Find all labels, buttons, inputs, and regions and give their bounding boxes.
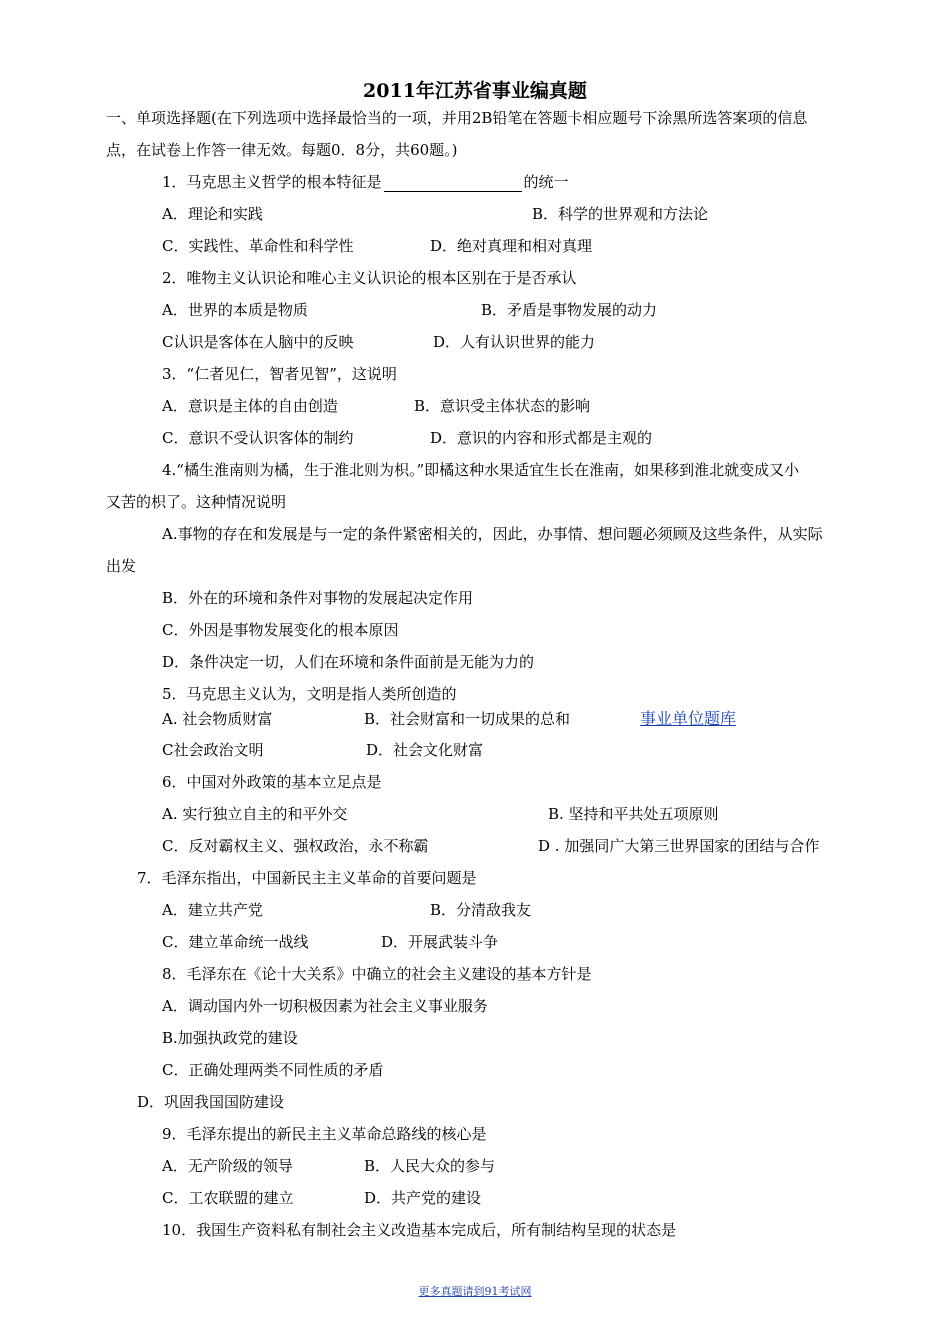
question-10-stem: 10．我国生产资料私有制社会主义改造基本完成后，所有制结构呈现的状态是 xyxy=(162,1221,677,1239)
section-instructions-line2: 点，在试卷上作答一律无效。每题0．8分，共60题。) xyxy=(106,141,458,159)
question-3-stem: 3．“仁者见仁，智者见智”，这说明 xyxy=(162,365,397,383)
question-3-option-c: C．意识不受认识客体的制约 xyxy=(162,429,354,447)
question-7-option-b: B．分清敌我友 xyxy=(430,901,532,919)
question-9-option-d: D．共产党的建设 xyxy=(364,1189,482,1207)
question-1-stem-end: 的统一 xyxy=(523,173,569,191)
question-8-option-a: A．调动国内外一切积极因素为社会主义事业服务 xyxy=(162,997,488,1015)
section-instructions-line1: 一、单项选择题(在下列选项中选择最恰当的一项，并用2B铅笔在答题卡相应题号下涂黑所选答案项的信息 xyxy=(106,109,808,127)
question-3-option-d: D．意识的内容和形式都是主观的 xyxy=(430,429,653,447)
question-9-option-b: B．人民大众的参与 xyxy=(364,1157,496,1175)
question-bank-link[interactable]: 事业单位题库 xyxy=(640,709,737,728)
question-3-option-a: A．意识是主体的自由创造 xyxy=(162,397,338,415)
answer-blank xyxy=(384,175,522,192)
question-1-stem-start: 1．马克思主义哲学的根本特征是 xyxy=(162,173,382,191)
question-1-option-c: C．实践性、革命性和科学性 xyxy=(162,237,354,255)
question-4-option-a-line2: 出发 xyxy=(106,557,137,575)
footer-link[interactable]: 更多真题请到91考试网 xyxy=(418,1285,532,1298)
question-4-option-a-line1: A.事物的存在和发展是与一定的条件紧密相关的，因此，办事情、想问题必须顾及这些条件，从实际 xyxy=(162,525,823,543)
question-4-option-d: D．条件决定一切，人们在环境和条件面前是无能为力的 xyxy=(162,653,535,671)
question-6-option-b: B. 坚持和平共处五项原则 xyxy=(548,805,719,823)
question-4-option-c: C．外因是事物发展变化的根本原因 xyxy=(162,621,399,639)
question-5-stem: 5．马克思主义认为，文明是指人类所创造的 xyxy=(162,685,457,703)
question-5-option-a: A. 社会物质财富 xyxy=(162,710,273,728)
question-2-stem: 2．唯物主义认识论和唯心主义认识论的根本区别在于是否承认 xyxy=(162,269,577,287)
question-1-option-a: A．理论和实践 xyxy=(162,205,263,223)
question-6-option-c: C．反对霸权主义、强权政治，永不称霸 xyxy=(162,837,429,855)
question-5-option-d: D．社会文化财富 xyxy=(366,741,484,759)
question-8-stem: 8．毛泽东在《论十大关系》中确立的社会主义建设的基本方针是 xyxy=(162,965,592,983)
question-6-option-d: D . 加强同广大第三世界国家的团结与合作 xyxy=(538,837,820,855)
question-7-stem: 7．毛泽东指出，中国新民主主义革命的首要问题是 xyxy=(137,869,477,887)
question-1-stem xyxy=(162,172,569,192)
question-2-option-b: B．矛盾是事物发展的动力 xyxy=(481,301,658,319)
question-2-option-a: A．世界的本质是物质 xyxy=(162,301,308,319)
question-8-option-d: D．巩固我国国防建设 xyxy=(137,1093,285,1111)
question-5-option-c: C社会政治文明 xyxy=(162,741,264,759)
question-1-option-d: D．绝对真理和相对真理 xyxy=(430,237,593,255)
question-7-option-a: A．建立共产党 xyxy=(162,901,263,919)
question-1-option-b: B．科学的世界观和方法论 xyxy=(532,205,709,223)
question-6-option-a: A. 实行独立自主的和平外交 xyxy=(162,805,348,823)
question-4-stem-line2: 又苦的枳了。这种情况说明 xyxy=(106,493,287,511)
question-4-stem-line1: 4.“橘生淮南则为橘，生于淮北则为枳。”即橘这种水果适宜生长在淮南，如果移到淮北就变成又小 xyxy=(162,461,800,479)
question-8-option-c: C．正确处理两类不同性质的矛盾 xyxy=(162,1061,384,1079)
question-5-option-b: B．社会财富和一切成果的总和 xyxy=(364,710,571,728)
question-9-option-a: A．无产阶级的领导 xyxy=(162,1157,293,1175)
question-2-option-d: D．人有认识世界的能力 xyxy=(433,333,596,351)
page-title: 2011年江苏省事业编真题 xyxy=(363,80,587,102)
question-7-option-d: D．开展武装斗争 xyxy=(381,933,499,951)
question-8-option-b: B.加强执政党的建设 xyxy=(162,1029,298,1047)
question-4-option-b: B．外在的环境和条件对事物的发展起决定作用 xyxy=(162,589,474,607)
question-7-option-c: C．建立革命统一战线 xyxy=(162,933,309,951)
question-9-option-c: C．工农联盟的建立 xyxy=(162,1189,294,1207)
question-9-stem: 9．毛泽东提出的新民主主义革命总路线的核心是 xyxy=(162,1125,487,1143)
question-6-stem: 6．中国对外政策的基本立足点是 xyxy=(162,773,382,791)
question-3-option-b: B．意识受主体状态的影响 xyxy=(414,397,591,415)
question-2-option-c: C认识是客体在人脑中的反映 xyxy=(162,333,354,351)
